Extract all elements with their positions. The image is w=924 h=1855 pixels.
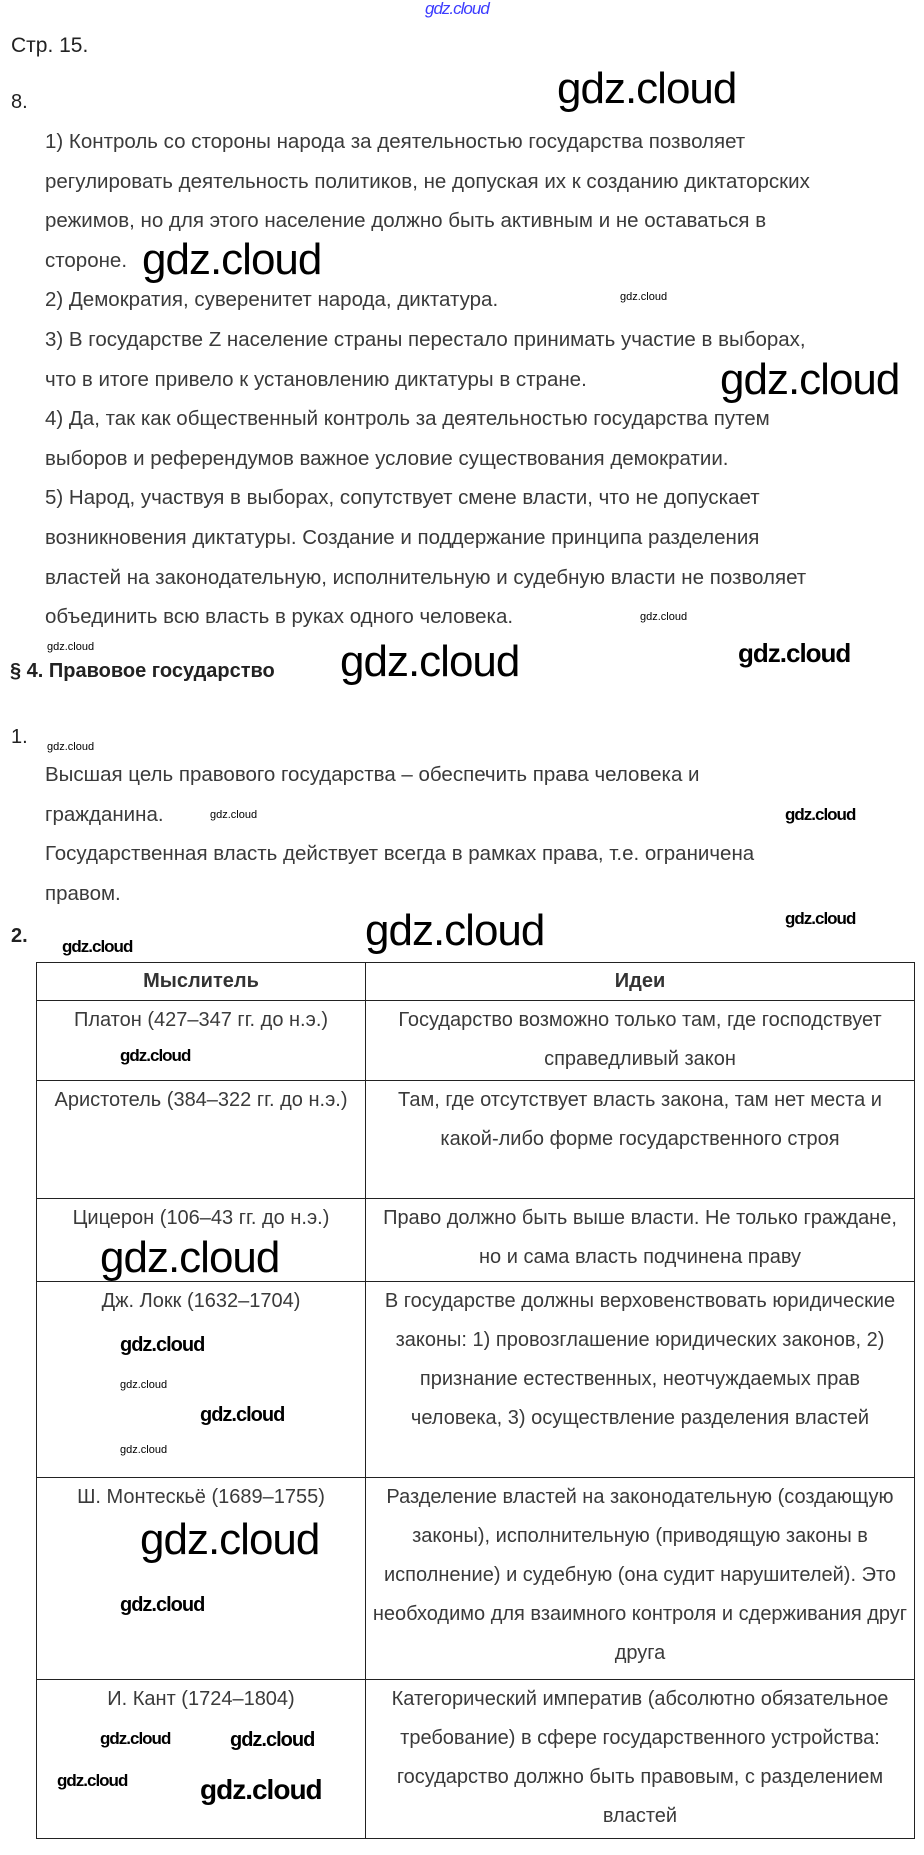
text-line: режимов, но для этого население должно быть активным и не оставаться в	[45, 209, 767, 233]
task-8-number: 8.	[11, 91, 28, 113]
watermark-logo: gdz.cloud	[100, 1233, 280, 1282]
text-line: объединить всю власть в руках одного человека.	[45, 605, 514, 629]
text-line: 3) В государстве Z население страны перестало принимать участие в выборах,	[45, 327, 806, 351]
ideas-cell: Категорический императив (абсолютно обязательное требование) в сфере государственного устройства: государство должно быть правовым, с разделением властей	[366, 1680, 915, 1839]
watermark-logo: gdz.cloud	[47, 741, 95, 753]
thinker-cell: Платон (427–347 гг. до н.э.)	[37, 1001, 366, 1081]
text-line: что в итоге привело к установлению диктатуры в стране.	[45, 367, 587, 391]
watermark-logo: gdz.cloud	[47, 641, 95, 653]
task-1-number: 1.	[11, 726, 28, 748]
text-line: стороне.	[45, 248, 128, 272]
watermark-logo: gdz.cloud	[785, 805, 856, 824]
text-line: Государственная власть действует всегда в рамках права, т.е. ограничена	[45, 842, 755, 866]
text-line: властей на законодательную, исполнительную и судебную власти не позволяет	[45, 565, 807, 589]
watermark-logo: gdz.cloud	[340, 637, 520, 686]
watermark-logo: gdz.cloud	[200, 1774, 322, 1805]
watermark-logo: gdz.cloud	[425, 0, 489, 18]
text-line: возникновения диктатуры. Создание и поддержание принципа разделения	[45, 525, 760, 549]
watermark-logo: gdz.cloud	[557, 64, 737, 113]
table-header-row	[37, 963, 915, 1001]
watermark-logo: gdz.cloud	[140, 1515, 320, 1564]
watermark-logo: gdz.cloud	[120, 1444, 168, 1456]
text-line: 2) Демократия, суверенитет народа, диктатура.	[45, 288, 499, 312]
ideas-cell: Государство возможно только там, где господствует справедливый закон	[366, 1001, 915, 1081]
text-line: 5) Народ, участвуя в выборах, сопутствует смене власти, что не допускает	[45, 486, 760, 510]
task-1-answer	[45, 755, 915, 913]
table-row	[37, 1282, 915, 1478]
watermark-logo: gdz.cloud	[120, 1379, 168, 1391]
watermark-logo: gdz.cloud	[720, 355, 900, 404]
ideas-cell: Там, где отсутствует власть закона, там нет места и какой-либо форме государственного строя	[366, 1081, 915, 1199]
watermark-logo: gdz.cloud	[785, 909, 856, 928]
thinkers-table	[36, 962, 915, 1839]
thinker-cell: И. Кант (1724–1804)	[37, 1680, 366, 1839]
watermark-logo: gdz.cloud	[640, 611, 688, 623]
thinker-cell: Аристотель (384–322 гг. до н.э.)	[37, 1081, 366, 1199]
table-row	[37, 1680, 915, 1839]
watermark-logo: gdz.cloud	[62, 937, 133, 956]
header-ideas: Идеи	[366, 963, 915, 1001]
watermark-logo: gdz.cloud	[120, 1334, 205, 1356]
watermark-logo: gdz.cloud	[738, 638, 851, 668]
task-2-number: 2.	[11, 925, 28, 947]
watermark-logo: gdz.cloud	[210, 809, 258, 821]
thinker-cell: Ш. Монтескьё (1689–1755)	[37, 1478, 366, 1680]
table-row	[37, 1478, 915, 1680]
table-row	[37, 1081, 915, 1199]
watermark-logo: gdz.cloud	[200, 1404, 285, 1426]
ideas-cell: В государстве должны верховенствовать юридические законы: 1) провозглашение юридических законов, 2) признание естественных, неотчуждаемых прав человека, 3) осуществление разделения властей	[366, 1282, 915, 1478]
ideas-cell: Разделение властей на законодательную (создающую законы), исполнительную (приводящую законы в исполнение) и судебную (она судит нарушителей). Это необходимо для взаимного контроля и сдерживания друг друга	[366, 1478, 915, 1680]
table-row	[37, 1001, 915, 1081]
watermark-logo: gdz.cloud	[365, 906, 545, 955]
text-line: гражданина.	[45, 802, 164, 826]
text-line: выборов и референдумов важное условие существования демократии.	[45, 446, 729, 470]
section-title: § 4. Правовое государство	[10, 660, 275, 682]
header-thinker: Мыслитель	[37, 963, 366, 1001]
thinker-cell: Цицерон (106–43 гг. до н.э.)	[37, 1199, 366, 1282]
watermark-logo: gdz.cloud	[620, 291, 668, 303]
text-line: правом.	[45, 881, 121, 905]
watermark-logo: gdz.cloud	[230, 1729, 315, 1751]
thinker-cell: Дж. Локк (1632–1704)	[37, 1282, 366, 1478]
text-line: регулировать деятельность политиков, не допуская их к созданию диктаторских	[45, 169, 810, 193]
watermark-logo: gdz.cloud	[57, 1771, 128, 1790]
ideas-cell: Право должно быть выше власти. Не только граждане, но и сама власть подчинена праву	[366, 1199, 915, 1282]
watermark-logo: gdz.cloud	[120, 1046, 191, 1065]
text-line: Высшая цель правового государства – обеспечить права человека и	[45, 763, 700, 786]
text-line: 4) Да, так как общественный контроль за деятельностью государства путем	[45, 407, 770, 431]
watermark-logo: gdz.cloud	[120, 1594, 205, 1616]
page-header: Стр. 15.	[11, 34, 89, 57]
text-line: 1) Контроль со стороны народа за деятельностью государства позволяет	[45, 130, 746, 153]
watermark-logo: gdz.cloud	[100, 1729, 171, 1748]
watermark-logo: gdz.cloud	[142, 235, 322, 284]
